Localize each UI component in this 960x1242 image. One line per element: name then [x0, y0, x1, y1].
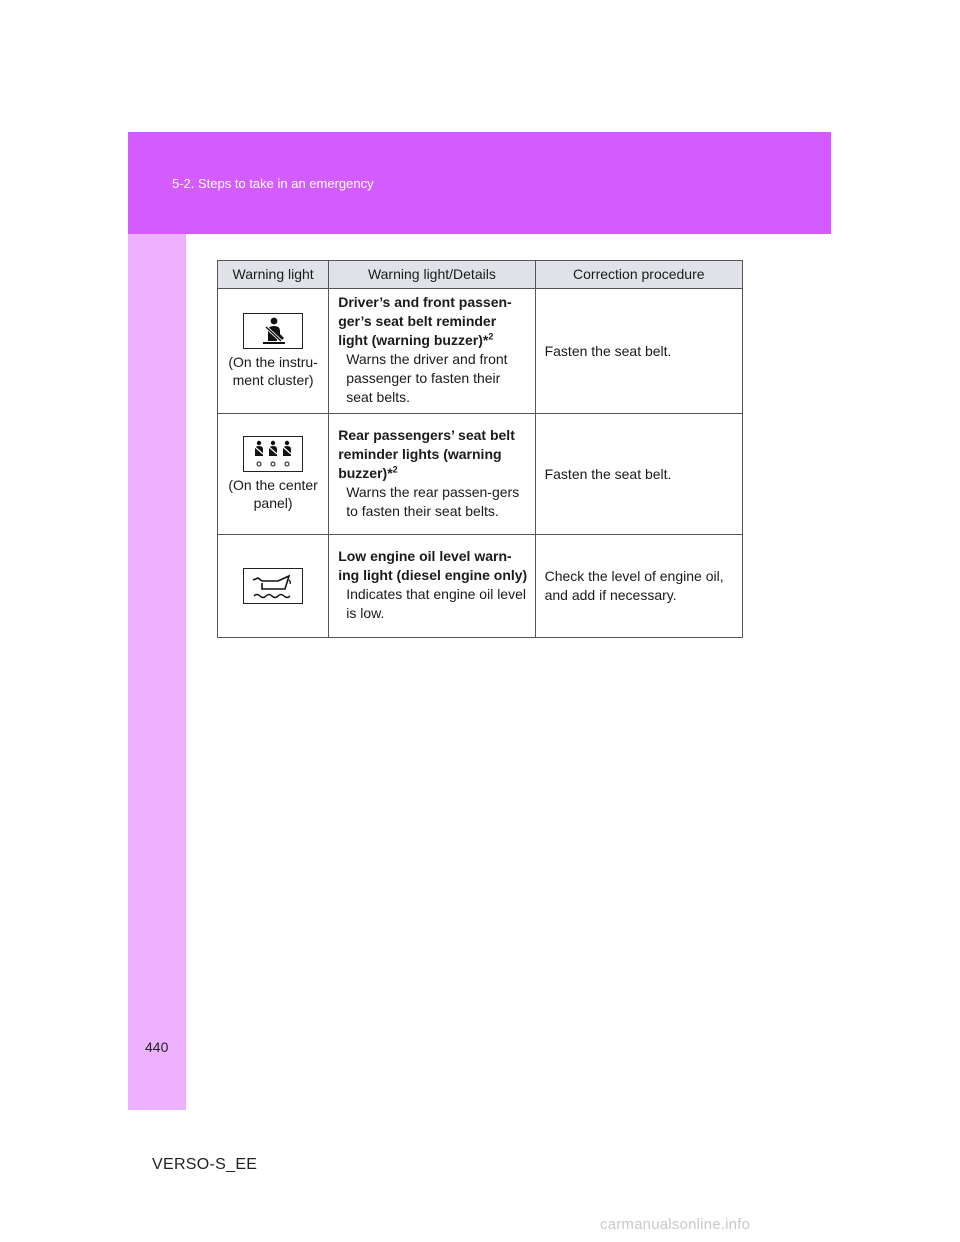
warning-light-location: (On the center panel): [228, 477, 318, 511]
warning-light-cell: [218, 414, 329, 535]
watermark: carmanualsonline.info: [600, 1216, 751, 1233]
details-cell: [329, 289, 535, 414]
side-band: [128, 234, 186, 1110]
warning-light-title: Driver’s and front passen-ger’s seat belt reminder light (warning buzzer)*$^2$: [338, 294, 512, 348]
page-number: 440: [145, 1039, 169, 1055]
table-row: [218, 289, 743, 414]
warning-light-description: Warns the driver and front passenger to fasten their seat belts.: [346, 351, 508, 405]
warning-light-location: (On the instru-ment cluster): [228, 354, 318, 388]
warning-light-cell: [218, 535, 329, 638]
warning-light-description: Warns the rear passen-gers to fasten their seat belts.: [346, 483, 520, 519]
rear-seat-belt-reminder-icon: [243, 436, 303, 472]
warning-light-title: Low engine oil level warn-ing light (diesel engine only): [338, 548, 528, 583]
warning-light-title: Rear passengers’ seat belt reminder lights (warning buzzer)*$^2$: [338, 426, 515, 481]
warning-light-table: [217, 260, 743, 638]
column-header-warning-light: Warning light: [218, 261, 329, 289]
correction-procedure: Fasten the seat belt.: [535, 289, 742, 414]
correction-procedure: Fasten the seat belt.: [535, 414, 742, 535]
correction-procedure: Check the level of engine oil, and add if necessary.: [535, 535, 742, 638]
document-code: VERSO-S_EE: [152, 1156, 258, 1173]
warning-light-description: Indicates that engine oil level is low.: [346, 586, 526, 621]
details-cell: [329, 535, 535, 638]
seat-belt-reminder-icon: [243, 313, 303, 349]
details-cell: [329, 414, 535, 535]
table-row: [218, 414, 743, 535]
column-header-details: Warning light/Details: [329, 261, 535, 289]
column-header-correction: Correction procedure: [535, 261, 742, 289]
table-row: [218, 535, 743, 638]
warning-light-cell: [218, 289, 329, 414]
section-title: 5-2. Steps to take in an emergency: [172, 176, 374, 191]
low-engine-oil-level-icon: [243, 568, 303, 604]
table-header-row: [218, 261, 743, 289]
